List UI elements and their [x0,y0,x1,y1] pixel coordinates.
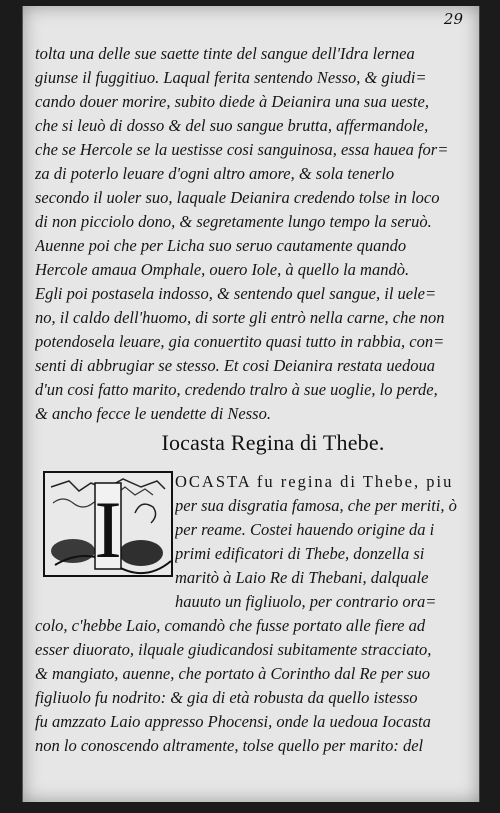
text-line: maritò à Laio Re di Thebani, dalquale [175,568,429,587]
text-line: d'un cosi fatto marito, credendo tralro à sue uoglie, lo perde, [35,380,438,399]
text-line [175,472,467,492]
text-line: esser diuorato, ilquale giudicandosi subitamente stracciato, [35,640,432,659]
text-line: Auenne poi che per Licha suo seruo cautamente quando [35,236,407,255]
text-line: tolta una delle sue saette tinte del sangue dell'Idra lernea [35,44,415,63]
section-heading: Iocasta Regina di Thebe. [161,430,385,455]
text-line: fu amzzato Laio appresso Phocensi, onde la uedoua Iocasta [35,712,431,731]
page-number: 29 [443,10,463,28]
text-line: za di poterlo leuare d'ogni altro amore, & sola tenerlo [35,164,395,183]
text-line: cando douer morire, subito diede à Deianira una sua ueste, [35,92,429,111]
drop-initial-letter: I [94,484,122,575]
woodcut-initial-image [43,471,173,577]
text-line: primi edificatori di Thebe, donzella si [175,544,425,563]
text-line: colo, c'hebbe Laio, comandò che fusse portato alle fiere ad [35,616,426,635]
text-line: secondo il uoler suo, laquale Deianira credendo tolse in loco [35,188,440,207]
text-line: & ancho fecce le uendette di Nesso. [35,404,271,423]
text-line: potendosela leuare, gia conuertito quasi tutto in rabbia, con= [35,332,445,351]
text-line: senti di abbrugiar se stesso. Et cosi Deianira restata uedoua [35,356,435,375]
text-line: non lo conoscendo altramente, tolse quello per marito: del [35,736,424,755]
text-line: giunse il fuggitiuo. Laqual ferita sentendo Nesso, & giudi= [35,68,427,87]
book-page [22,6,480,802]
text-line: figliuolo fu nodrito: & gia di età robusta da quello istesso [35,688,418,707]
text-line: Egli poi postasela indosso, & sentendo quel sangue, il uele= [35,284,437,303]
text-line: no, il caldo dell'huomo, di sorte gli entrò nella carne, che non [35,308,445,327]
text-line: per reame. Costei hauendo origine da i [175,520,435,539]
text-line: Hercole amaua Omphale, ouero Iole, à quello la mandò. [35,260,410,279]
initial-caps: OCASTA fu regina di Thebe, piu [175,472,454,491]
text-line: hauuto un figliuolo, per contrario ora= [175,592,437,611]
text-line: che si leuò di dosso & del suo sangue brutta, affermandole, [35,116,429,135]
text-line: che se Hercole se la uestisse cosi sanguinosa, essa hauea for= [35,140,449,159]
text-line: di non picciolo dono, & segretamente lungo tempo la seruò. [35,212,432,231]
text-line: per sua disgratia famosa, che per meriti, ò [175,496,457,515]
text-line: & mangiato, auenne, che portato à Corintho dal Re per suo [35,664,431,683]
